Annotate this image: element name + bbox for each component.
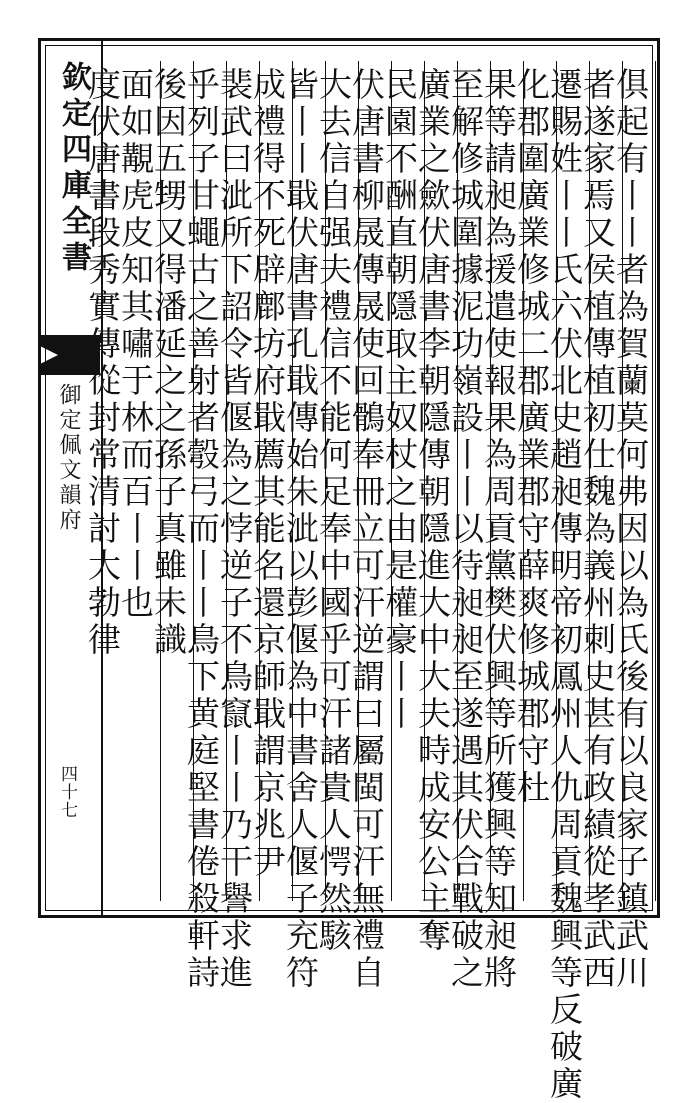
text-column: 至解修城圍據泥功嶺設丨丨以待昶昶至遂遇其伏合戰破之 [440,61,491,901]
text-column: 後因五甥又得潘延之之孫子真雖未識 [143,61,194,901]
text-column: 廣業之歛伏唐書李朝隱傳朝隱進大中大夫時成安公主奪 [407,61,458,901]
text-column: 裴武曰泚所下詔令皆偃為之悖逆子不鳥竄丨丨乃干譽求進 [209,61,260,901]
text-column: 成禮得不死辟鄜坊府戢薦其能名還京師戢謂京兆尹 [242,61,293,901]
spine-subtitle: 御定佩文韻府 [56,383,81,533]
page-number: 四十七 [57,765,77,819]
text-column: 俱起有丨丨者為賀蘭莫何弗因以為氏後有以良家子鎮武川 [605,61,656,901]
text-column: 大去信自强夫禮信不能何足奉中國乎可汗諸貴人愕然駭 [308,61,359,901]
text-column: 皆丨丨戢伏唐書孔戢傳始朱泚以彭偃為中書舍人偃子充符 [275,61,326,901]
text-column: 果等請昶為援遣使報果為周貢黨樊伏興等所獲興等知昶將 [473,61,524,901]
text-column: 度伏唐書段秀實傳從封常清討大勃律 [83,67,122,659]
text-column: 乎列子甘蠅古之善射者彀弓而丨丨鳥下黄庭堅書倦殺軒詩 [176,61,227,901]
text-column: 遷賜姓丨丨氏六伏北史趙昶傳明帝初鳳州人仇周貢魏興等反破廣 [539,61,590,901]
spine-title: 欽定四庫全書 [56,61,91,277]
text-column: 化郡圍廣業修城二郡廣業郡守薛爽修城郡守杜 [506,61,557,901]
text-column: 者遂家焉又侯植傳植初仕魏為義州刺史甚有政績從孝武西 [572,61,623,901]
text-column: 伏唐書柳晟傳晟使回鶻奉冊立可汗逆謂曰屬閩可汗無禮自 [341,61,392,901]
page-frame [38,38,660,1103]
text-column: 民園不酬直朝隱取主奴杖之由是權豪丨丨 [374,61,425,901]
text-column: 面如覯虎皮知其嘯于林而百丨丨也 [110,61,161,901]
